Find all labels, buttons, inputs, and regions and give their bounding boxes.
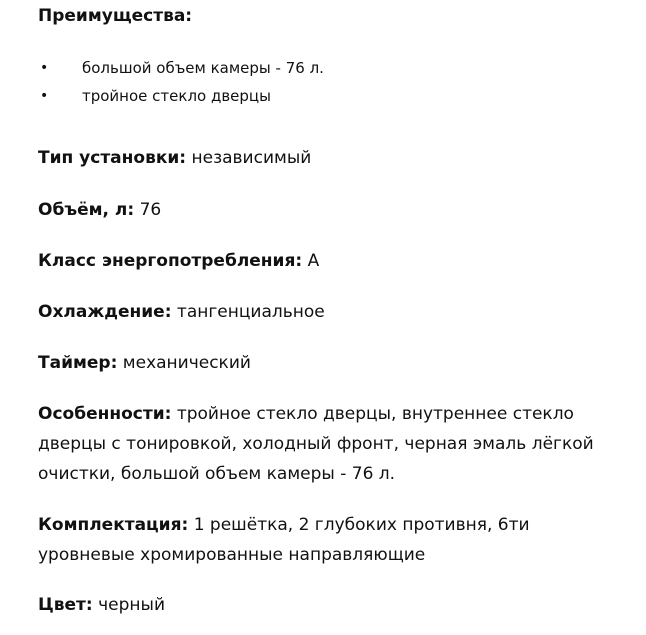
advantages-heading: Преимущества: bbox=[38, 6, 193, 26]
spec-value: А bbox=[307, 251, 320, 271]
spec-volume bbox=[38, 195, 628, 225]
spec-package bbox=[38, 510, 628, 570]
spec-value: тангенциальное bbox=[176, 302, 325, 322]
spec-cooling bbox=[38, 297, 628, 327]
spec-features bbox=[38, 399, 628, 489]
spec-label: Охлаждение: bbox=[38, 302, 172, 322]
spec-label: Таймер: bbox=[38, 353, 118, 373]
spec-label: Комплектация: bbox=[38, 515, 189, 535]
spec-value: тройное стекло дверцы, внутреннее стекло дверцы с тонировкой, холодный фронт, черная эмаль лёгкой очистки, большой объем камеры - 76 л. bbox=[38, 404, 594, 484]
list-item bbox=[38, 86, 598, 114]
spec-label: Тип установки: bbox=[38, 148, 187, 168]
advantage-text: большой объем камеры - 76 л. bbox=[82, 59, 324, 77]
spec-label: Особенности: bbox=[38, 404, 172, 424]
spec-value: 76 bbox=[139, 200, 162, 220]
list-item bbox=[38, 58, 598, 86]
bullet-icon: • bbox=[40, 60, 49, 76]
spec-value: черный bbox=[98, 595, 166, 615]
spec-value: механический bbox=[122, 353, 251, 373]
bullet-icon: • bbox=[40, 88, 49, 104]
spec-value: 1 решётка, 2 глубоких противня, 6ти уровневые хромированные направляющие bbox=[38, 515, 530, 565]
spec-timer bbox=[38, 348, 628, 378]
spec-label: Объём, л: bbox=[38, 200, 135, 220]
spec-energy-class bbox=[38, 246, 628, 276]
spec-color bbox=[38, 590, 628, 620]
spec-install-type bbox=[38, 143, 628, 173]
spec-label: Класс энергопотребления: bbox=[38, 251, 303, 271]
spec-label: Цвет: bbox=[38, 595, 93, 615]
advantages-list bbox=[38, 58, 598, 114]
spec-value: независимый bbox=[191, 148, 312, 168]
advantage-text: тройное стекло дверцы bbox=[82, 87, 271, 105]
